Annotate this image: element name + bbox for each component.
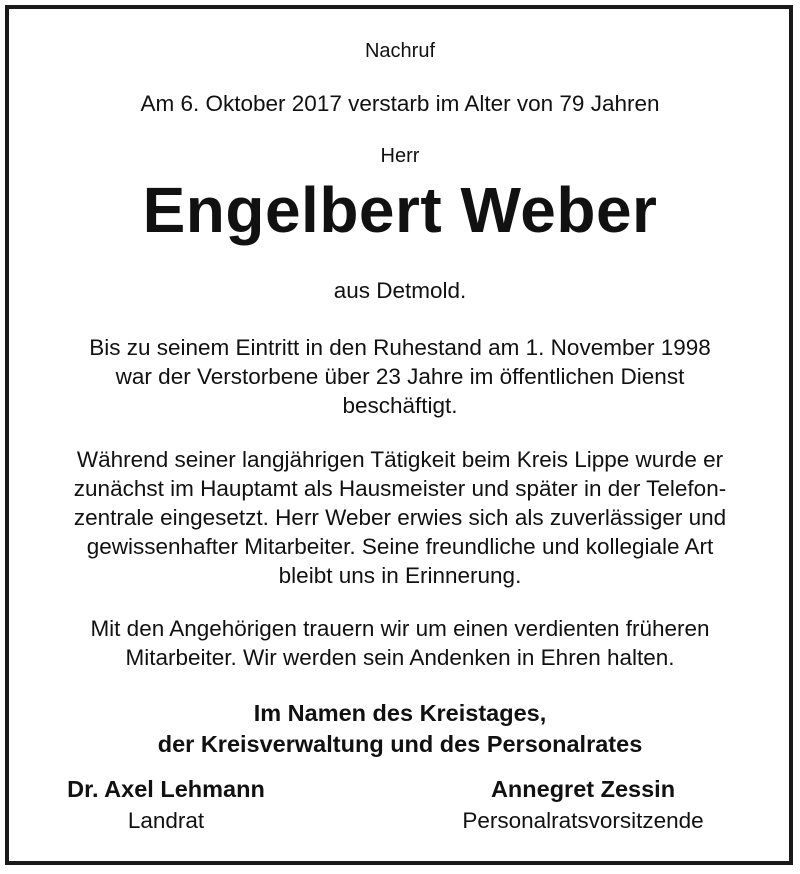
paragraph1-line: Bis zu seinem Eintritt in den Ruhestand am 1. November 1998 — [89, 335, 711, 360]
notice-heading: Nachruf — [364, 40, 436, 62]
signatory-name-landrat: Dr. Axel Lehmann — [67, 776, 265, 802]
paragraph3-line: Mitarbeiter. Wir werden sein Andenken in Ehren halten. — [125, 645, 675, 670]
closing-line: Im Namen des Kreistages, — [253, 700, 547, 726]
paragraph3-line: Mit den Angehörigen trauern wir um einen verdienten früheren — [90, 616, 710, 641]
intro-line: Am 6. Oktober 2017 verstarb im Alter von 79 Jahren — [140, 91, 660, 116]
paragraph2-line: zunächst im Hauptamt als Hausmeister und später in der Telefon- — [73, 476, 727, 501]
paragraph2-line: gewissenhafter Mitarbeiter. Seine freundliche und kollegiale Art — [86, 534, 714, 559]
deceased-name: Engelbert Weber — [142, 174, 658, 246]
origin-line: aus Detmold. — [333, 278, 467, 303]
paragraph1-line: war der Verstorbene über 23 Jahre im öffentlichen Dienst — [115, 364, 685, 389]
signatory-name-personalrat: Annegret Zessin — [490, 776, 676, 802]
signatory-title-landrat: Landrat — [127, 808, 205, 833]
signatory-title-personalrat: Personalratsvorsitzende — [462, 808, 704, 833]
paragraph2-line: Während seiner langjährigen Tätigkeit beim Kreis Lippe wurde er — [76, 447, 724, 472]
closing-line: der Kreisverwaltung und des Personalrates — [157, 731, 643, 757]
paragraph2-line: zentrale eingesetzt. Herr Weber erwies sich als zuverlässiger und — [73, 505, 727, 530]
paragraph1-line: beschäftigt. — [342, 393, 458, 418]
paragraph2-line: bleibt uns in Erinnerung. — [278, 563, 522, 588]
salutation: Herr — [380, 145, 420, 167]
